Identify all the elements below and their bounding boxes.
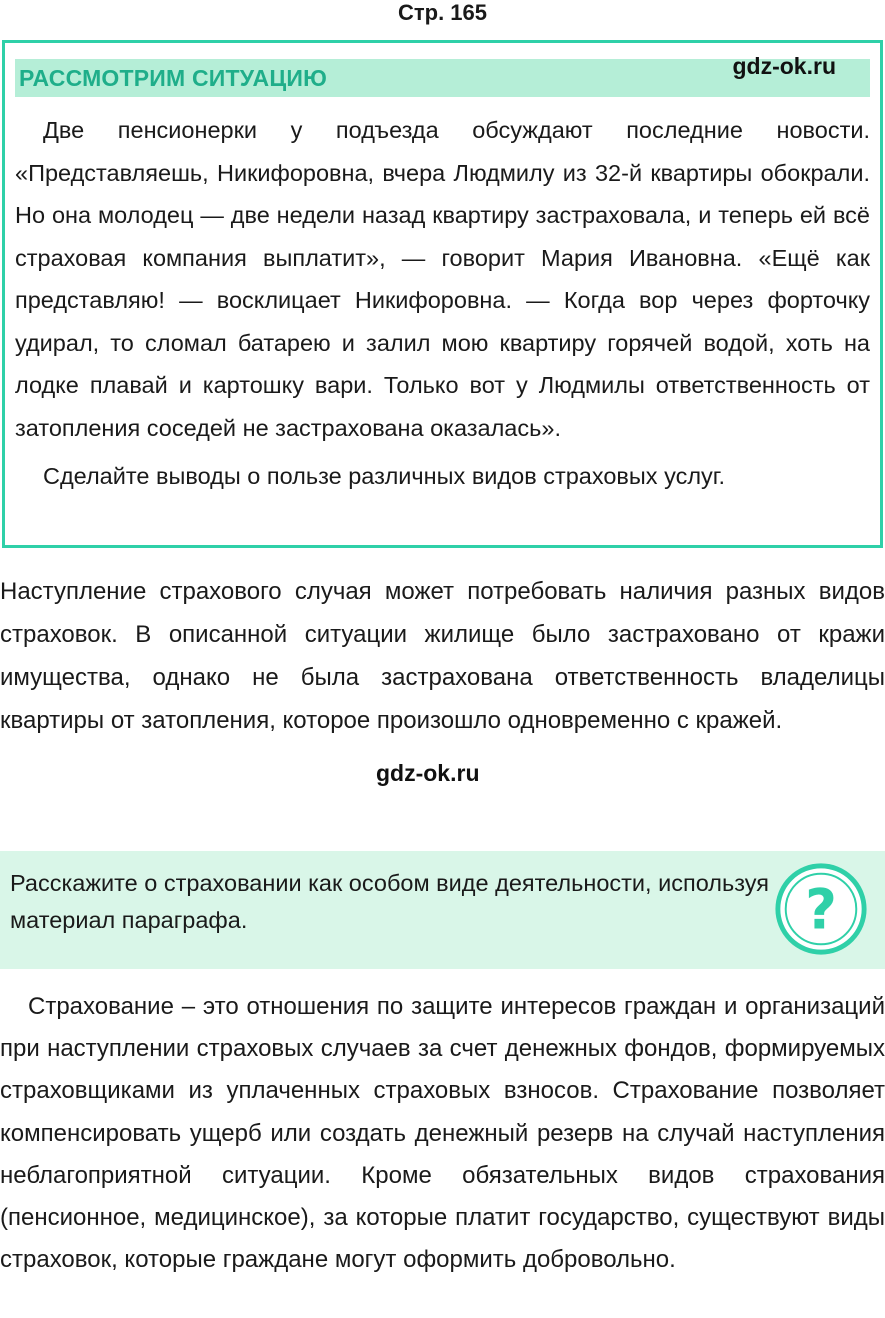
page-number: Стр. 165 (397, 0, 488, 25)
situation-title: РАССМОТРИМ СИТУАЦИЮ (19, 65, 328, 91)
question-box (0, 851, 885, 969)
watermark-top: gdz-ok.ru (732, 53, 836, 79)
answer-paragraph-1: Наступление страхового случая может потребовать наличия разных видов страховок. В описанной ситуации жилище было застраховано от кражи имущества, однако не была застрахована ответственность владелицы квартиры от затопления, которое произошло одновременно с кражей. (0, 578, 885, 734)
situation-box (2, 40, 883, 548)
question-text: Расскажите о страховании как особом виде деятельности, используя материал параграфа. (10, 870, 769, 933)
situation-task: Сделайте выводы о пользе различных видов страховых услуг. (43, 463, 726, 489)
situation-body (15, 109, 870, 449)
situation-paragraph: Две пенсионерки у подъезда обсуждают последние новости. «Представляешь, Никифоровна, вчера Людмилу из 32-й квартиры обокрали. Но она молодец — две недели назад квартиру застраховала, и теперь ей всё страховая компания выплатит», — говорит Мария Ивановна. «Ещё как представляю! — восклицает Никифоровна. — Когда вор через форточку удирал, то сломал батарею и залил мою квартиру горячей водой, хоть на лодке плавай и картошку вари. Только вот у Людмилы ответственность от затопления соседей не застрахована оказалась». (15, 117, 870, 441)
watermark-middle: gdz-ok.ru (376, 760, 480, 786)
answer-paragraph-2-text: Страхование – это отношения по защите интересов граждан и организаций при наступлении страховых случаев за счет денежных фондов, формируемых страховщиками из уплаченных страховых взносов. Страхование позволяет компенсировать ущерб или создать денежный резерв на случай наступления неблагоприятной ситуации. Кроме обязательных видов страхования (пенсионное, медицинское), за которые платит государство, существуют виды страховок, которые граждане могут оформить добровольно. (0, 993, 885, 1274)
question-mark-icon (772, 860, 870, 958)
situation-header (15, 53, 870, 97)
answer-paragraph-2 (0, 986, 885, 1281)
question-mark-glyph: ? (805, 877, 837, 942)
